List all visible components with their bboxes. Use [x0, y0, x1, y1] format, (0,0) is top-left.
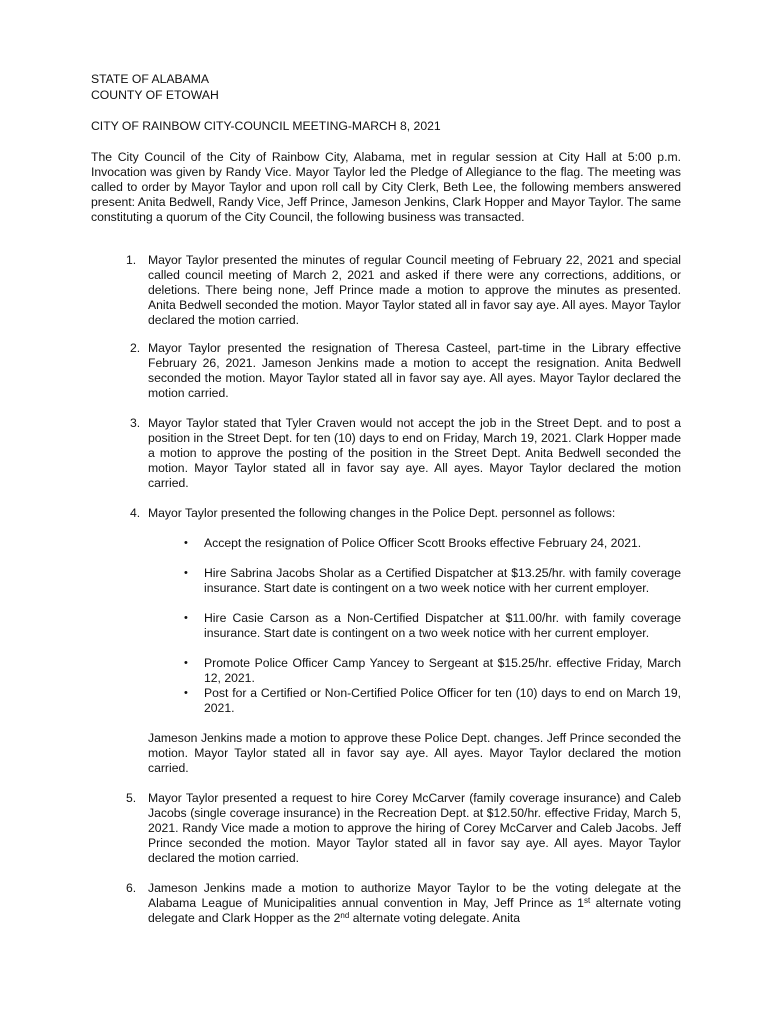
list-item: Promote Police Officer Camp Yancey to Sergeant at $15.25/hr. effective Friday, March 12, 2021.	[204, 656, 681, 685]
county-heading: COUNTY OF ETOWAH	[91, 88, 219, 102]
state-heading: STATE OF ALABAMA	[91, 72, 210, 86]
item-number: 2.	[130, 341, 141, 355]
item-text-part: Jameson Jenkins made a motion to authorize Mayor Taylor to be the voting delegate at the Alabama League of Municipalities annual convention in May, Jeff Prince as 1	[148, 881, 681, 910]
item-closing-text: Jameson Jenkins made a motion to approve these Police Dept. changes. Jeff Prince seconded the motion. Mayor Taylor stated all in favor say aye. All ayes. Mayor Taylor declared the motion carried.	[148, 731, 681, 775]
bullet-icon: •	[184, 657, 188, 669]
item-number: 5.	[126, 791, 137, 805]
item-number: 4.	[130, 506, 141, 520]
bullet-icon: •	[184, 687, 188, 699]
item-text	[148, 881, 681, 926]
item-text-part: alternate voting delegate. Anita	[349, 911, 521, 925]
item-number: 6.	[126, 881, 137, 895]
item-text: Mayor Taylor presented the minutes of regular Council meeting of February 22, 2021 and special called council meeting of March 2, 2021 and asked if there were any corrections, additions, or deletions. There being none, Jeff Prince made a motion to approve the minutes as presented. Anita Bedwell seconded the motion. Mayor Taylor stated all in favor say aye. All ayes. Mayor Taylor declared the motion carried.	[148, 253, 681, 327]
list-item: Hire Sabrina Jacobs Sholar as a Certified Dispatcher at $13.25/hr. with family coverage insurance. Start date is contingent on a two week notice with her current employer.	[204, 566, 681, 595]
list-item: Accept the resignation of Police Officer Scott Brooks effective February 24, 2021.	[204, 536, 642, 550]
list-item: Post for a Certified or Non-Certified Police Officer for ten (10) days to end on March 19, 2021.	[204, 686, 681, 715]
item-text: Mayor Taylor presented the resignation of Theresa Casteel, part-time in the Library effective February 26, 2021. Jameson Jenkins made a motion to accept the resignation. Anita Bedwell seconded the motion. Mayor Taylor stated all in favor say aye. All ayes. Mayor Taylor declared the motion carried.	[148, 341, 681, 400]
intro-paragraph: The City Council of the City of Rainbow City, Alabama, met in regular session at City Hall at 5:00 p.m. Invocation was given by Randy Vice. Mayor Taylor led the Pledge of Allegiance to the flag. The meeting was called to order by Mayor Taylor and upon roll call by City Clerk, Beth Lee, the following members answered present: Anita Bedwell, Randy Vice, Jeff Prince, Jameson Jenkins, Clark Hopper and Mayor Taylor. The same constituting a quorum of the City Council, the following business was transacted.	[91, 150, 681, 224]
item-text-part: alternate voting delegate and Clark Hopper as the 2	[148, 896, 681, 925]
bullet-icon: •	[184, 537, 188, 549]
meeting-title: CITY OF RAINBOW CITY-COUNCIL MEETING-MARCH 8, 2021	[91, 119, 441, 133]
superscript: st	[583, 896, 591, 905]
item-number: 3.	[130, 416, 141, 430]
list-item: Hire Casie Carson as a Non-Certified Dispatcher at $11.00/hr. with family coverage insurance. Start date is contingent on a two week notice with her current employer.	[204, 611, 681, 640]
item-text: Mayor Taylor stated that Tyler Craven would not accept the job in the Street Dept. and to post a position in the Street Dept. for ten (10) days to end on Friday, March 19, 2021. Clark Hopper made a motion to approve the posting of the position in the Street Dept. Anita Bedwell seconded the motion. Mayor Taylor stated all in favor say aye. All ayes. Mayor Taylor declared the motion carried.	[148, 416, 681, 490]
superscript: nd	[340, 911, 350, 920]
item-number: 1.	[126, 253, 137, 267]
item-text: Mayor Taylor presented the following changes in the Police Dept. personnel as follows:	[148, 506, 616, 520]
bullet-icon: •	[184, 612, 188, 624]
bullet-icon: •	[184, 567, 188, 579]
item-text: Mayor Taylor presented a request to hire Corey McCarver (family coverage insurance) and Caleb Jacobs (single coverage insurance) in the Recreation Dept. at $12.50/hr. effective Friday, March 5, 2021. Randy Vice made a motion to approve the hiring of Corey McCarver and Caleb Jacobs. Jeff Prince seconded the motion. Mayor Taylor stated all in favor say aye. All ayes. Mayor Taylor declared the motion carried.	[148, 791, 681, 865]
